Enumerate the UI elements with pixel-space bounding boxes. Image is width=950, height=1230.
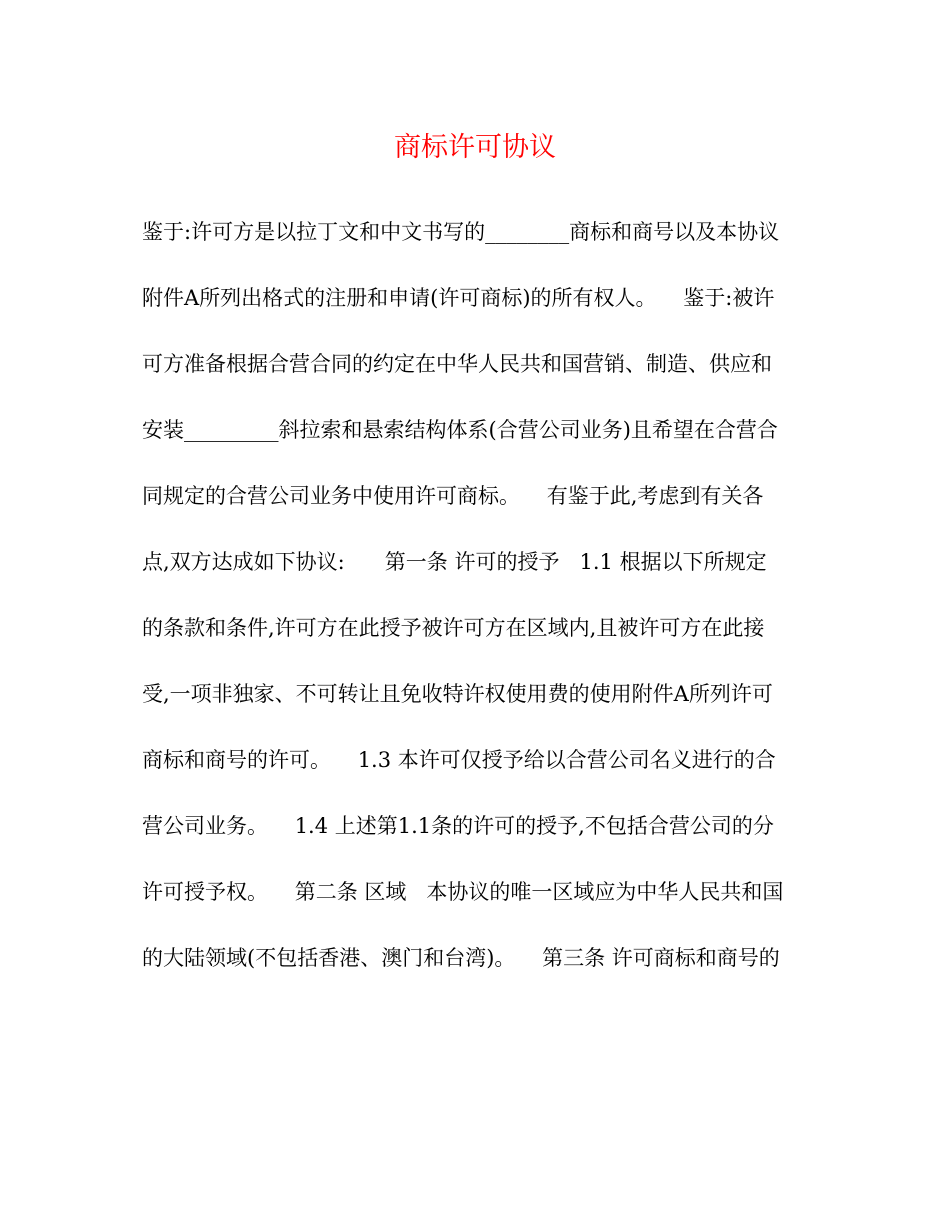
body-line: 商标和商号的许可。 1.3 本许可仅授予给以合营公司名义进行的合 bbox=[142, 748, 776, 772]
body-line: 安装_________斜拉索和悬索结构体系(合营公司业务)且希望在合营合 bbox=[142, 418, 778, 442]
body-line: 的大陆领域(不包括香港、澳门和台湾)。 第三条 许可商标和商号的 bbox=[142, 946, 780, 970]
body-line: 鉴于:许可方是以拉丁文和中文书写的________商标和商号以及本协议 bbox=[142, 220, 780, 244]
body-line: 可方准备根据合营合同的约定在中华人民共和国营销、制造、供应和 bbox=[142, 352, 772, 376]
body-line: 同规定的合营公司业务中使用许可商标。 有鉴于此,考虑到有关各 bbox=[142, 484, 764, 508]
body-line: 的条款和条件,许可方在此授予被许可方在区域内,且被许可方在此接 bbox=[142, 616, 765, 640]
document-body bbox=[142, 212, 822, 1004]
body-line: 营公司业务。 1.4 上述第1.1条的许可的授予,不包括合营公司的分 bbox=[142, 814, 774, 838]
document-title: 商标许可协议 bbox=[394, 132, 556, 163]
body-line: 点,双方达成如下协议: 第一条 许可的授予 1.1 根据以下所规定 bbox=[142, 550, 767, 574]
body-line: 许可授予权。 第二条 区域 本协议的唯一区域应为中华人民共和国 bbox=[142, 880, 784, 904]
body-line: 受,一项非独家、不可转让且免收特许权使用费的使用附件A所列许可 bbox=[142, 682, 773, 706]
body-line: 附件A所列出格式的注册和申请(许可商标)的所有权人。 鉴于:被许 bbox=[142, 286, 775, 310]
